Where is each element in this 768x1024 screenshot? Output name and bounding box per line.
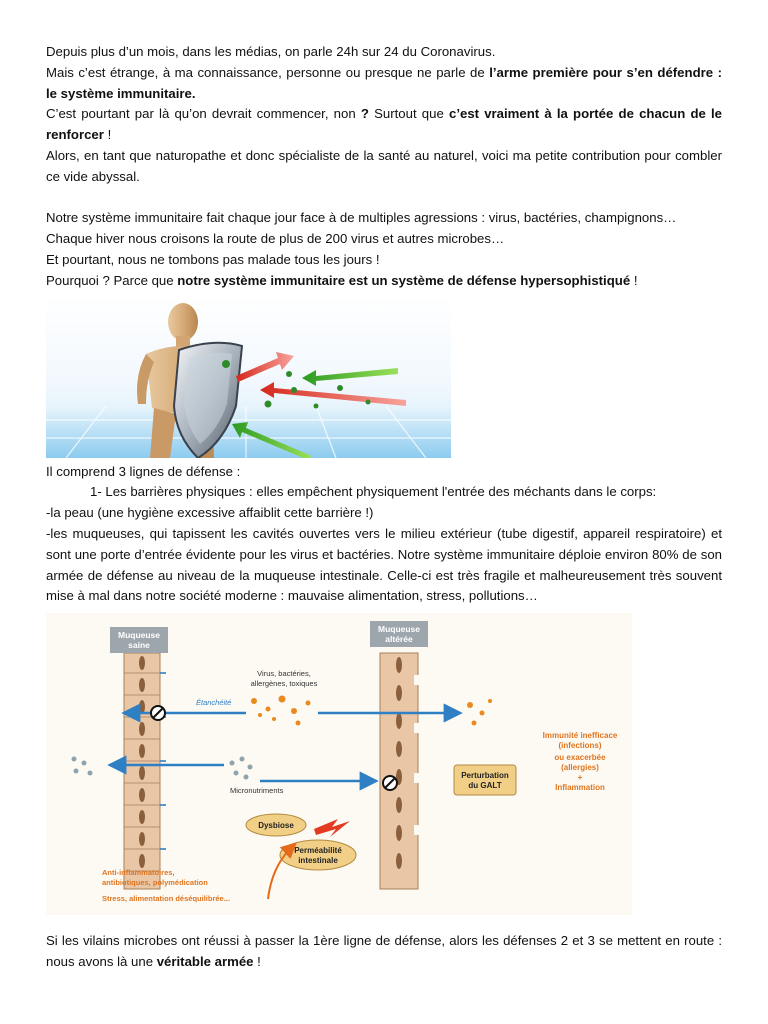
immunity-line-4: (allergies) [561,763,599,773]
deflected-red-arrow-icon [236,352,294,382]
permeability-line-2: intestinale [298,856,338,866]
intro-line-3-end: ! [103,127,112,143]
question-mark: ? [360,106,369,122]
intro-line-2-text: Mais c’est étrange, à ma connaissance, personne ou presque ne parle de [46,64,490,80]
healthy-label-line-1: Muqueuse [117,630,161,641]
mucosa-diagram-svg [46,613,632,915]
blocked-icon-2 [383,776,397,790]
causes-line-1: Anti-inflammatoires, [102,868,175,878]
absorbed-nutrients-icon [72,757,93,776]
intro-line-3-text: C’est pourtant par là qu’on devrait commencer, non [46,106,361,122]
aggressors-label-line-2: allergènes, toxiques [250,679,318,689]
physical-barriers-item: 1- Les barrières physiques : elles empêchent physiquement l'entrée des méchants dans le corps: [90,484,657,500]
intro-line-4: Alors, en tant que naturopathe et donc spécialiste de la santé au naturel, voici ma petite contribution pour combler ce vide abyssal. [46,147,722,184]
blocked-icon [151,706,165,720]
altered-mucosa-column [380,653,422,889]
skin-item: -la peau (une hygiène excessive affaiblit cette barrière !) [46,505,374,521]
aggressors-label-line-1: Virus, bactéries, [257,669,311,679]
altered-mucosa-label [370,621,428,647]
immunity-line-1: Immunité inefficace [542,731,618,741]
altered-label-line-2: altérée [385,634,413,645]
incoming-green-arrow-icon [302,368,398,386]
mucosa-diagram [46,613,632,915]
immunity-line-3: ou exacerbée [554,753,606,763]
permeability-line-1: Perméabilité [294,846,342,856]
intro-line-3 [46,104,722,146]
shield-illustration-svg [46,296,451,458]
permeability-bubble [280,840,356,870]
closing-end: ! [253,953,261,969]
defense-lines-intro: Il comprend 3 lignes de défense : [46,463,241,479]
intro-line-1: Depuis plus d’un mois, dans les médias, on parle 24h sur 24 du Coronavirus. [46,44,496,59]
paragraph-gap [46,188,722,209]
tightness-label: Étanchéité [196,698,232,708]
galt-line-1: Perturbation [461,771,509,781]
immunity-line-2: (infections) [558,741,602,751]
microbes-icon [222,360,371,409]
viruses-line: Chaque hiver nous croisons la route de plus de 200 virus et autres microbes… [46,231,505,247]
micronutrients-cluster-icon [230,757,253,780]
micronutrients-label: Micronutriments [230,786,284,796]
incoming-red-arrow-icon [260,382,406,406]
shield-illustration [46,296,451,458]
closing-paragraph [46,931,722,973]
immune-system-emphasis: l’arme première pour s’en défendre : le système immunitaire. [46,64,722,101]
immunity-line-6: Inflammation [555,783,605,793]
closing-text: Si les vilains microbes ont réussi à passer la 1ère ligne de défense, alors les défenses 2 et 3 se mettent en route : nous avons là une [46,933,722,969]
causes-line-3: Stress, alimentation déséquilibrée... [102,894,230,904]
lightning-icon [314,819,350,837]
passed-microbes-icon [467,699,492,726]
document-page [46,42,722,973]
healthy-mucosa-label [110,627,168,653]
intro-line-3-text-b: Surtout que [368,106,449,122]
aggressions-line: Notre système immunitaire fait chaque jour face à de multiples agressions : virus, bactéries, champignons… [46,210,677,226]
why-line-end: ! [630,272,638,288]
healthy-mucosa-column [124,653,166,889]
why-line-text: Pourquoi ? Parce que [46,272,178,288]
true-army-emphasis: véritable armée [156,953,254,969]
galt-line-2: du GALT [468,781,502,791]
microbes-cluster-icon [251,696,311,726]
intro-line-2 [46,63,722,105]
causes-line-2: antibiotiques, polymédication [102,878,208,888]
healthy-label-line-2: saine [128,640,150,651]
altered-label-line-1: Muqueuse [377,624,421,635]
immunity-line-5: + [577,773,583,783]
why-line [46,271,722,292]
immunity-outcome [543,731,618,792]
not-sick-line: Et pourtant, nous ne tombons pas malade tous les jours ! [46,251,380,267]
dysbiosis-label: Dysbiose [258,821,294,831]
mucosa-item: -les muqueuses, qui tapissent les cavités ouvertes vers le milieu extérieur (tube digestif, appareil respiratoire) et sont une porte d’entrée évidente pour les virus et bactéries. Notre système immunitaire déploie environ 80% de son armée de défense au niveau de la muqueuse intestinale. Celle-ci est très fragile et malheureusement très souvent mise à mal dans notre société moderne : mauvaise alimentation, stress, pollutions… [46,525,722,604]
galt-box [454,765,516,795]
within-reach-emphasis: c’est vraiment à la portée de chacun de le renforcer [46,106,723,143]
hypersophisticated-emphasis: notre système immunitaire est un système de défense hypersophistiqué [177,272,631,288]
